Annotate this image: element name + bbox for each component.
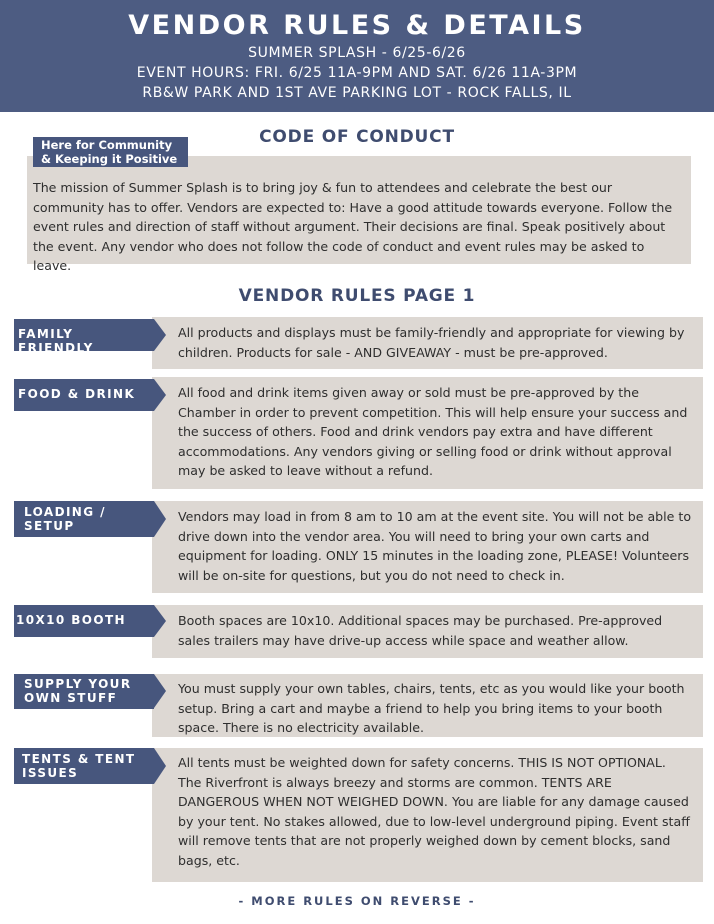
rule-label-line-1: LOADING / — [24, 505, 106, 519]
rule-box-food-drink — [152, 377, 703, 489]
rule-text: All food and drink items given away or sold must be pre-approved by the Chamber in order to prevent competition. This will help ensure your success and the success of others. Food and drink vendors pay extra and have different accommodations. Any vendors giving or selling food or drink without approval may be asked to leave without a refund. — [178, 385, 688, 479]
rule-tab-food-drink — [14, 379, 154, 411]
rule-box-family-friendly — [152, 317, 703, 369]
rule-label-line-1: SUPPLY YOUR — [24, 677, 132, 691]
event-name: SUMMER SPLASH - 6/25-6/26 — [248, 45, 466, 61]
rule-box-supply — [152, 674, 703, 737]
more-rules-footer: - MORE RULES ON REVERSE - — [238, 894, 476, 908]
rule-tab-tents — [14, 748, 154, 784]
rule-label: FOOD & DRINK — [18, 387, 136, 401]
rule-tab-family-friendly — [14, 319, 154, 355]
page-title: VENDOR RULES & DETAILS — [128, 10, 586, 41]
community-badge — [33, 137, 188, 167]
tab-arrow-icon — [154, 501, 166, 537]
rule-text: All products and displays must be family-friendly and appropriate for viewing by children. Products for sale - AND GIVEAWAY - must be pre-approved. — [178, 325, 685, 360]
tab-arrow-icon — [154, 748, 166, 784]
rule-tab-supply — [14, 674, 154, 709]
rule-box-loading-setup — [152, 501, 703, 593]
badge-line-1: Here for Community — [41, 138, 173, 152]
rule-label-line-2: SETUP — [24, 519, 75, 533]
code-of-conduct-text: The mission of Summer Splash is to bring joy & fun to attendees and celebrate the best our community has to offer. Vendors are expected to: Have a good attitude towards everyone. Follow the event rules and direction of staff without argument. Their decisions are final. Speak positively about the event. Any vendor who does not follow the code of conduct and event rules may be asked to leave. — [33, 180, 673, 274]
tab-arrow-icon — [154, 605, 166, 637]
rule-text: All tents must be weighted down for safety concerns. THIS IS NOT OPTIONAL. The Riverfront is always breezy and storms are common. TENTS ARE DANGEROUS WHEN NOT WEIGHED DOWN. You are liable for any damage caused by your tent. No stakes allowed, due to low-level underground piping. Event staff will remove tents that are not properly weighed down by cement blocks, sand bags, etc. — [178, 755, 690, 868]
event-location: RB&W PARK AND 1ST AVE PARKING LOT - ROCK FALLS, IL — [142, 85, 572, 101]
rule-label-line-1: TENTS & TENT — [22, 752, 136, 766]
tab-arrow-icon — [154, 379, 166, 411]
tab-arrow-icon — [154, 319, 166, 351]
header-banner — [0, 0, 714, 112]
tab-arrow-icon — [154, 674, 166, 708]
rule-label: 10X10 BOOTH — [16, 613, 127, 627]
rule-text: Booth spaces are 10x10. Additional spaces may be purchased. Pre-approved sales trailers may have drive-up access while space and weather allow. — [178, 613, 663, 648]
rule-box-booth — [152, 605, 703, 658]
rule-tab-booth — [14, 605, 154, 637]
rule-text: You must supply your own tables, chairs, tents, etc as you would like your booth setup. Bring a cart and maybe a friend to help you bring items to your booth space. There is no electricity available. — [178, 681, 685, 736]
rule-text: Vendors may load in from 8 am to 10 am at the event site. You will not be able to drive down into the vendor area. You will need to bring your own carts and equipment for loading. ONLY 15 minutes in the loading zone, PLEASE! Volunteers will be on-site for questions, but you do not need to check in. — [178, 509, 692, 583]
rule-tab-loading-setup — [14, 501, 154, 537]
rule-label: FAMILY FRIENDLY — [18, 327, 94, 355]
rule-label-line-2: ISSUES — [22, 766, 79, 780]
rule-box-tents — [152, 748, 703, 882]
vendor-rules-heading: VENDOR RULES PAGE 1 — [238, 286, 476, 306]
event-hours: EVENT HOURS: FRI. 6/25 11A-9PM AND SAT. 6/26 11A-3PM — [136, 65, 578, 81]
code-of-conduct-box — [27, 156, 691, 274]
badge-line-2: & Keeping it Positive — [41, 152, 178, 166]
rule-label-line-2: OWN STUFF — [24, 691, 118, 705]
code-of-conduct-heading: CODE OF CONDUCT — [259, 127, 455, 147]
